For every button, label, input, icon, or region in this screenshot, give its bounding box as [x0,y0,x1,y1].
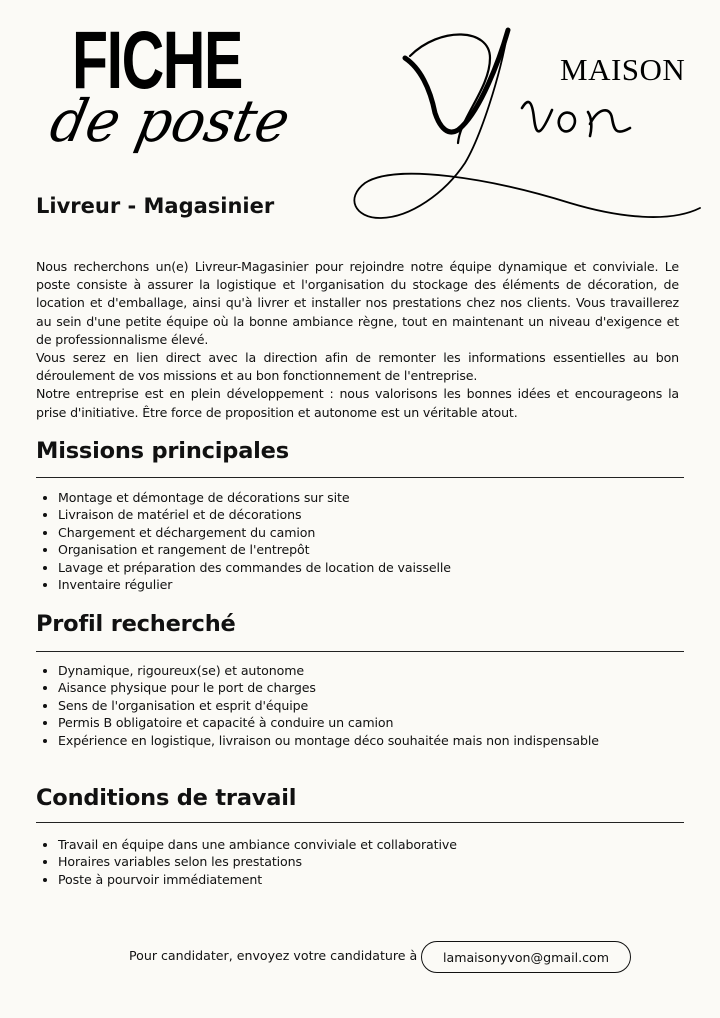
list-item: • Lavage et préparation des commandes de location de vaisselle [58,559,451,576]
apply-instructions: Pour candidater, envoyez votre candidature à [129,948,418,963]
page-subtitle: de poste [44,87,296,155]
intro-paragraph: Vous serez en lien direct avec la direction afin de remonter les informations essentielles au bon déroulement de vos missions et au bon fonctionnement de l'entreprise. [36,350,679,384]
contact-email-link[interactable]: lamaisonyvon@gmail.com [421,941,631,973]
profil-heading: Profil recherché [36,611,236,637]
job-description [36,258,679,422]
job-title: Livreur - Magasinier [36,194,275,218]
list-item: • Dynamique, rigoureux(se) et autonome [58,662,599,679]
conditions-heading: Conditions de travail [36,785,297,811]
list-item: • Expérience en logistique, livraison ou montage déco souhaitée mais non indispensable [58,732,599,749]
list-item: • Poste à pourvoir immédiatement [58,871,457,888]
list-item: • Travail en équipe dans une ambiance conviviale et collaborative [58,836,457,853]
intro-paragraph: Nous recherchons un(e) Livreur-Magasinier pour rejoindre notre équipe dynamique et conviviale. Le poste consiste à assurer la logistique et l'organisation du stockage des éléments de décoration, de location et d'emballage, ainsi qu'à livrer et installer nos prestations chez nos clients. Vous travaillerez au sein d'une petite équipe où la bonne ambiance règne, tout en maintenant un niveau d'exigence et de professionnalisme élevé. [36,259,679,347]
list-item: • Horaires variables selon les prestations [58,853,457,870]
brand-logo [340,18,710,238]
list-item: • Inventaire régulier [58,576,451,593]
list-item: • Permis B obligatoire et capacité à conduire un camion [58,714,599,731]
section-divider [36,822,684,823]
list-item: • Organisation et rangement de l'entrepôt [58,541,451,558]
list-item: • Montage et démontage de décorations sur site [58,489,451,506]
missions-heading: Missions principales [36,438,289,464]
list-item: • Chargement et déchargement du camion [58,524,451,541]
missions-list [36,489,451,593]
section-divider [36,477,684,478]
section-divider [36,651,684,652]
list-item: • Livraison de matériel et de décorations [58,506,451,523]
profil-list [36,662,599,749]
list-item: • Sens de l'organisation et esprit d'équipe [58,697,599,714]
brand-name: MAISON [560,52,686,87]
conditions-list [36,836,457,888]
list-item: • Aisance physique pour le port de charges [58,679,599,696]
page-title: FICHE [72,15,242,106]
intro-paragraph: Notre entreprise est en plein développement : nous valorisons les bonnes idées et encourageons la prise d'initiative. Être force de proposition et autonome est un véritable atout. [36,386,679,420]
